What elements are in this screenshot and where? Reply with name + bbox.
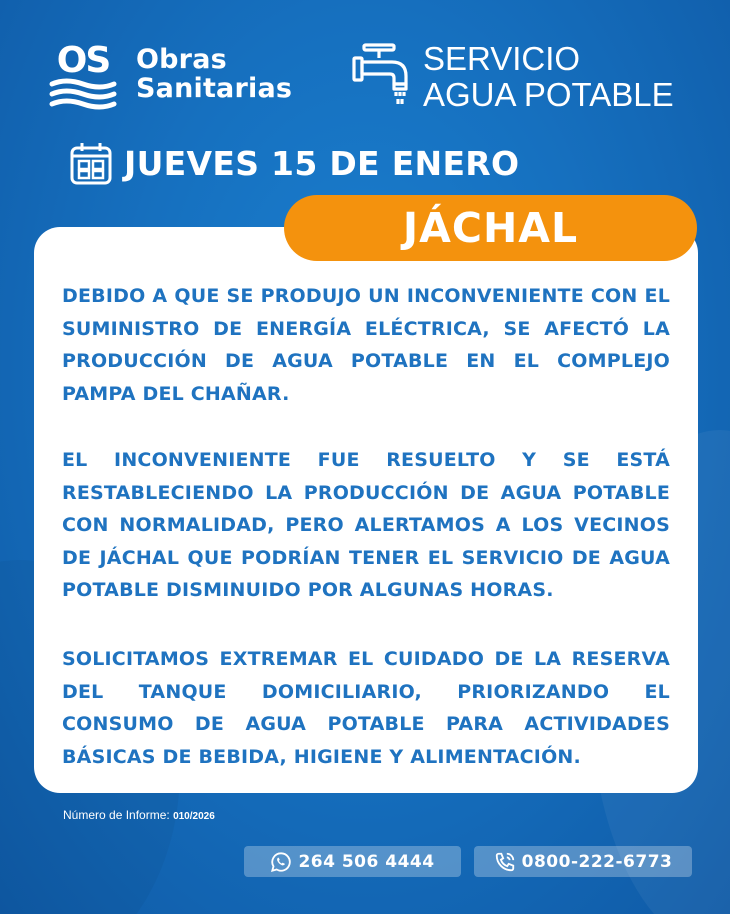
service-title bbox=[423, 41, 674, 113]
brand-name bbox=[136, 45, 292, 103]
city-badge bbox=[284, 195, 697, 261]
notice-paragraph: SOLICITAMOS EXTREMAR EL CUIDADO DE LA RESERVA DEL TANQUE DOMICILIARIO, PRIORIZANDO EL CONSUMO DE AGUA POTABLE PARA ACTIVIDADES BÁSICAS DE BEBIDA, HIGIENE Y ALIMENTACIÓN. bbox=[62, 648, 670, 768]
report-label: Número de Informe: bbox=[63, 808, 170, 822]
brand-line1: Obras bbox=[136, 44, 227, 75]
whatsapp-icon bbox=[270, 851, 292, 873]
whatsapp-number: 264 506 4444 bbox=[298, 851, 435, 872]
faucet-icon bbox=[350, 42, 414, 108]
notice-paragraph: EL INCONVENIENTE FUE RESUELTO Y SE ESTÁ RESTABLECIENDO LA PRODUCCIÓN DE AGUA POTABLE CON NORMALIDAD, PERO ALERTAMOS A LOS VECINOS DE JÁCHAL QUE PODRÍAN TENER EL SERVICIO DE AGUA POTABLE DISMINUIDO POR ALGUNAS HORAS. bbox=[62, 449, 670, 601]
service-line2: AGUA POTABLE bbox=[423, 76, 674, 113]
brand-line2: Sanitarias bbox=[136, 73, 293, 104]
calendar-icon bbox=[70, 142, 112, 185]
phone-icon bbox=[494, 851, 516, 873]
svg-text:OS: OS bbox=[56, 40, 110, 81]
notice-paragraph: DEBIDO A QUE SE PRODUJO UN INCONVENIENTE CON EL SUMINISTRO DE ENERGÍA ELÉCTRICA, SE AFECTÓ LA PRODUCCIÓN DE AGUA POTABLE EN EL COMPLEJO PAMPA DEL CHAÑAR. bbox=[62, 285, 670, 405]
date-heading: JUEVES 15 DE ENERO bbox=[124, 144, 520, 183]
city-name: JÁCHAL bbox=[402, 204, 579, 252]
service-line1: SERVICIO bbox=[423, 40, 581, 77]
report-value: 010/2026 bbox=[173, 811, 215, 822]
phone-number: 0800-222-6773 bbox=[521, 851, 673, 872]
phone-contact[interactable] bbox=[474, 846, 692, 877]
obras-sanitarias-logo bbox=[48, 40, 118, 110]
report-number bbox=[63, 808, 215, 822]
whatsapp-contact[interactable] bbox=[244, 846, 461, 877]
